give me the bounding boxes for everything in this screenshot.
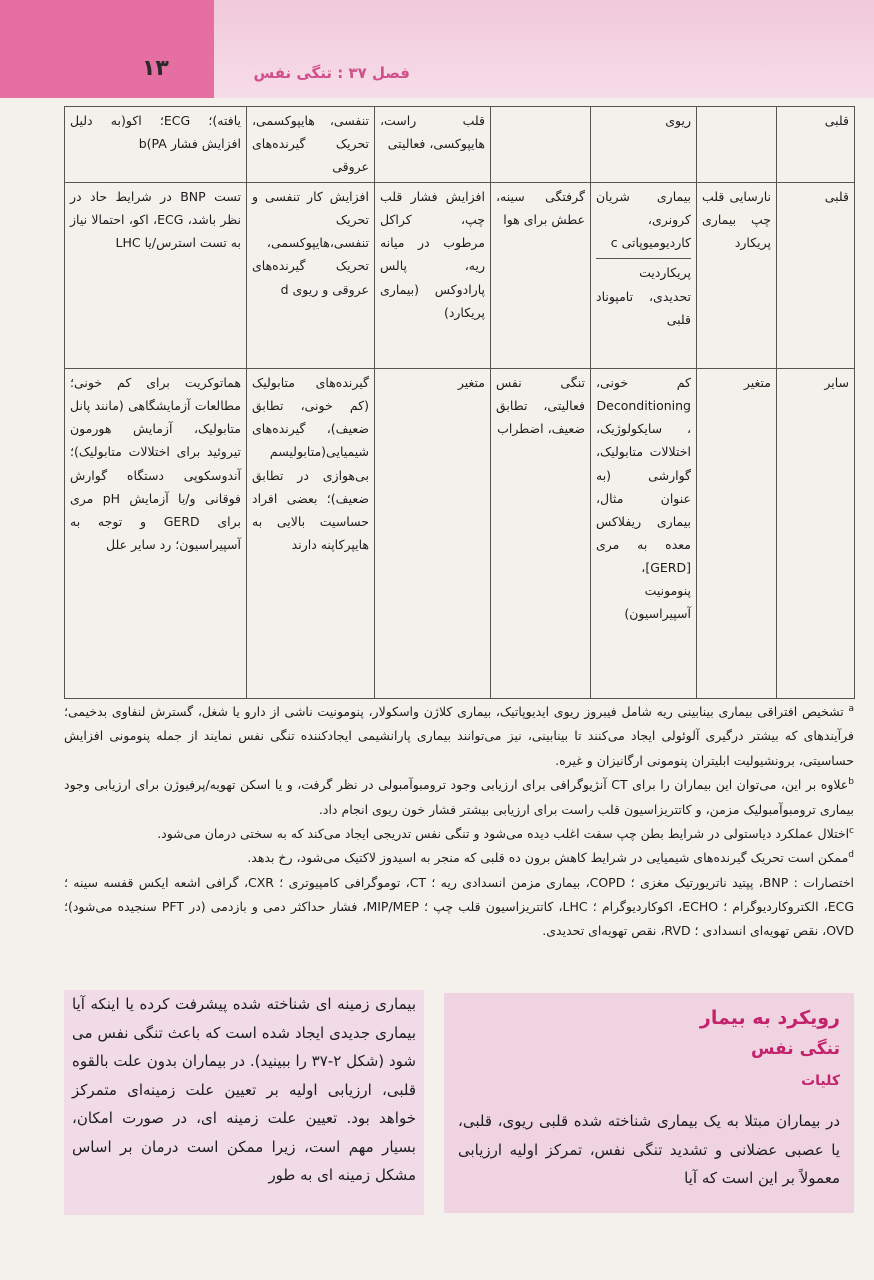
approach-subtitle: تنگی نفس <box>751 1039 840 1059</box>
table-cell: قلبی <box>777 183 855 369</box>
table-footnotes <box>64 700 854 944</box>
table-cell: یافته)؛ ECG؛ اکو(به دلیل افزایش فشار PA)b <box>65 107 247 183</box>
table-cell: افزایش فشار قلب چپ، کراکل مرطوب در میانه ریه، پالس پارادوکس (بیماری پریکارد) <box>375 183 491 369</box>
table-row <box>65 183 855 369</box>
footnote-text: تشخیص افتراقی بیماری بینابینی ریه شامل فیبروز ریوی ایدیوپاتیک، بیماری کلاژن واسکولار، پنومونیت ناشی از دارو یا شغل، گسترش لنفاوی بدخیمی؛ فرآیندهای که بیشتر درگیری آلوئولی ایجاد می‌کنند تا بینابینی، نیز می‌توانند بیماری پارانشیمی ایجادکننده تنگی نفس نمایند از جمله پنومونی افزایش حساسیتی، برونشیولیت ابلیتران پنومونی ارگانیزان و غیره. <box>64 704 854 768</box>
chapter-title: فصل ۳۷ : تنگی نفس <box>253 64 410 82</box>
table-cell: گرفتگی سینه، عطش برای هوا <box>491 183 591 369</box>
approach-box <box>444 993 854 1213</box>
footnote-b: $^b$علاوه بر این، می‌توان این بیماران را برای CT آنژیوگرافی برای ارزیابی وجود ترومبوآمبولی در نظر گرفت، و یا اسکن تهویه/پرفیوژن برای ارزیابی وجود بیماری ترومبوآمبولیک مزمن، و کاتتریزاسیون قلب راست برای ارزیابی بیشتر فشار خون ریوی انجام داد. <box>64 776 854 817</box>
table-cell: متغیر <box>697 369 777 699</box>
differential-table <box>64 106 855 699</box>
page-number-box <box>0 0 214 98</box>
table-cell: سایر <box>777 369 855 699</box>
abbreviations: اختصارات : BNP، پپتید ناتریورتیک مغزی ؛ COPD، بیماری مزمن انسدادی ریه ؛ CT، توموگرافی کامپیوتری ؛ CXR، گرافی اشعه ایکس قفسه سینه ؛ ECG، الکتروکاردیوگرام ؛ ECHO، اکوکاردیوگرام ؛ LHC، کاتتریزاسیون قلب چپ ؛ MIP/MEP، فشار حداکثر دمی و بازدمی (در PFT سنجیده می‌شود)؛ OVD، نقص تهویه‌ای انسدادی ؛ RVD، نقص تهویه‌ای تحدیدی. <box>64 874 855 939</box>
table-cell: افزایش کار تنفسی و تحریک تنفسی،هایپوکسمی، تحریک گیرنده‌های عروقی و ریوی d <box>247 183 375 369</box>
page-number: ۱۳ <box>142 56 169 81</box>
table-cell: تنفسی، هایپوکسمی، تحریک گیرنده‌های عروقی <box>247 107 375 183</box>
table-row <box>65 107 855 183</box>
table-cell-part: پریکاردیت تحدیدی، تامپوناد قلبی <box>596 258 691 330</box>
table-cell: هماتوکریت برای کم خونی؛ مطالعات آزمایشگاهی (مانند پانل متابولیک، آزمایش هورمون تیروئید برای اختلالات متابولیک)؛ آندوسکوپی دستگاه گوارش فوقانی و/یا آزمایش pH مری برای GERD و توجه به آسپیراسیون؛ رد سایر علل <box>65 369 247 699</box>
left-column-text <box>64 990 424 1215</box>
approach-text: در بیماران مبتلا به یک بیماری شناخته شده قلبی ریوی، قلبی، یا عصبی عضلانی و تشدید تنگی نفس، تمرکز اولیه ارزیابی معمولاً بر این است که آیا <box>458 1112 840 1187</box>
table-cell: تست BNP در شرایط حاد در نظر باشد، ECG، اکو، احتمالا نیاز به تست استرس/یا LHC <box>65 183 247 369</box>
table-cell <box>591 183 697 369</box>
footnote-d: $^d$ممکن است تحریک گیرنده‌های شیمیایی در شرایط کاهش برون ده قلبی که منجر به اسیدوز لاکتیک می‌شود، رخ بدهد. <box>247 850 854 866</box>
footnote-text: اختلال عملکرد دیاستولی در شرایط بطن چپ سفت اغلب دیده می‌شود و تنگی نفس تدریجی ایجاد می‌کند که به سختی درمان می‌شود. <box>157 825 850 841</box>
table-cell-part: بیماری شریان کرونری، کاردیومیوپاتی c <box>596 189 691 251</box>
table-cell: تنگی نفس فعالیتی، تطابق ضعیف، اضطراب <box>491 369 591 699</box>
table-cell: نارسایی قلب چپ بیماری پریکارد <box>697 183 777 369</box>
table-cell: کم خونی، Deconditioning ، سایکولوژیک، اختلالات متابولیک، گوارشی (به عنوان مثال، بیماری ریفلاکس معده به مری [GERD]، پنومونیت آسپیراسیون) <box>591 369 697 699</box>
table-cell: قلب راست، هایپوکسی، فعالیتی <box>375 107 491 183</box>
table-cell: گیرنده‌های متابولیک (کم خونی، تطابق ضعیف)، گیرنده‌های شیمیایی(متابولیسم بی‌هوازی در تطابق ضعیف)؛ بعضی افراد حساسیت بالایی به هایپرکاپنه دارند <box>247 369 375 699</box>
approach-section: کلیات <box>801 1073 840 1089</box>
approach-title: رویکرد به بیمار <box>699 1007 840 1029</box>
table-cell: ریوی <box>591 107 697 183</box>
table-cell: متغیر <box>375 369 491 699</box>
table-cell: قلبی <box>777 107 855 183</box>
footnote-text: ممکن است تحریک گیرنده‌های شیمیایی در شرایط کاهش برون ده قلبی که منجر به اسیدوز لاکتیک می‌شود، رخ بدهد. <box>247 850 849 866</box>
table-cell <box>697 107 777 183</box>
table-cell <box>491 107 591 183</box>
footnote-a: $^a$ تشخیص افتراقی بیماری بینابینی ریه شامل فیبروز ریوی ایدیوپاتیک، بیماری کلاژن واسکولار، پنومونیت ناشی از دارو یا شغل، گسترش لنفاوی بدخیمی؛ فرآیندهای که بیشتر درگیری آلوئولی ایجاد می‌کنند تا بینابینی، نیز می‌توانند بیماری پارانشیمی ایجادکننده تنگی نفس نمایند از جمله پنومونی افزایش حساسیتی، برونشیولیت ابلیتران پنومونی ارگانیزان و غیره. <box>64 703 854 768</box>
footnote-c: $^c$اختلال عملکرد دیاستولی در شرایط بطن چپ سفت اغلب دیده می‌شود و تنگی نفس تدریجی ایجاد می‌کند که به سختی درمان می‌شود. <box>157 825 854 841</box>
footnote-text: علاوه بر این، می‌توان این بیماران را برای CT آنژیوگرافی برای ارزیابی وجود ترومبوآمبولی در نظر گرفت، و یا اسکن تهویه/پرفیوژن برای ارزیابی وجود بیماری ترومبوآمبولیک مزمن، و کاتتریزاسیون قلب راست برای ارزیابی بیشتر فشار خون ریوی انجام داد. <box>64 777 854 817</box>
left-column-paragraph: بیماری زمینه ای شناخته شده پیشرفت کرده یا اینکه آیا بیماری جدیدی ایجاد شده است که باعث تنگی نفس می شود (شکل ۲-۳۷ را ببینید). در بیماران بدون علت بالقوه قلبی، ارزیابی اولیه بر تعیین علت زمینه‌ای متمرکز خواهد بود. تعیین علت زمینه ای، در صورت امکان، بسیار مهم است، زیرا ممکن است درمان بر اساس مشکل زمینه ای به طور <box>72 995 416 1184</box>
table-row <box>65 369 855 699</box>
